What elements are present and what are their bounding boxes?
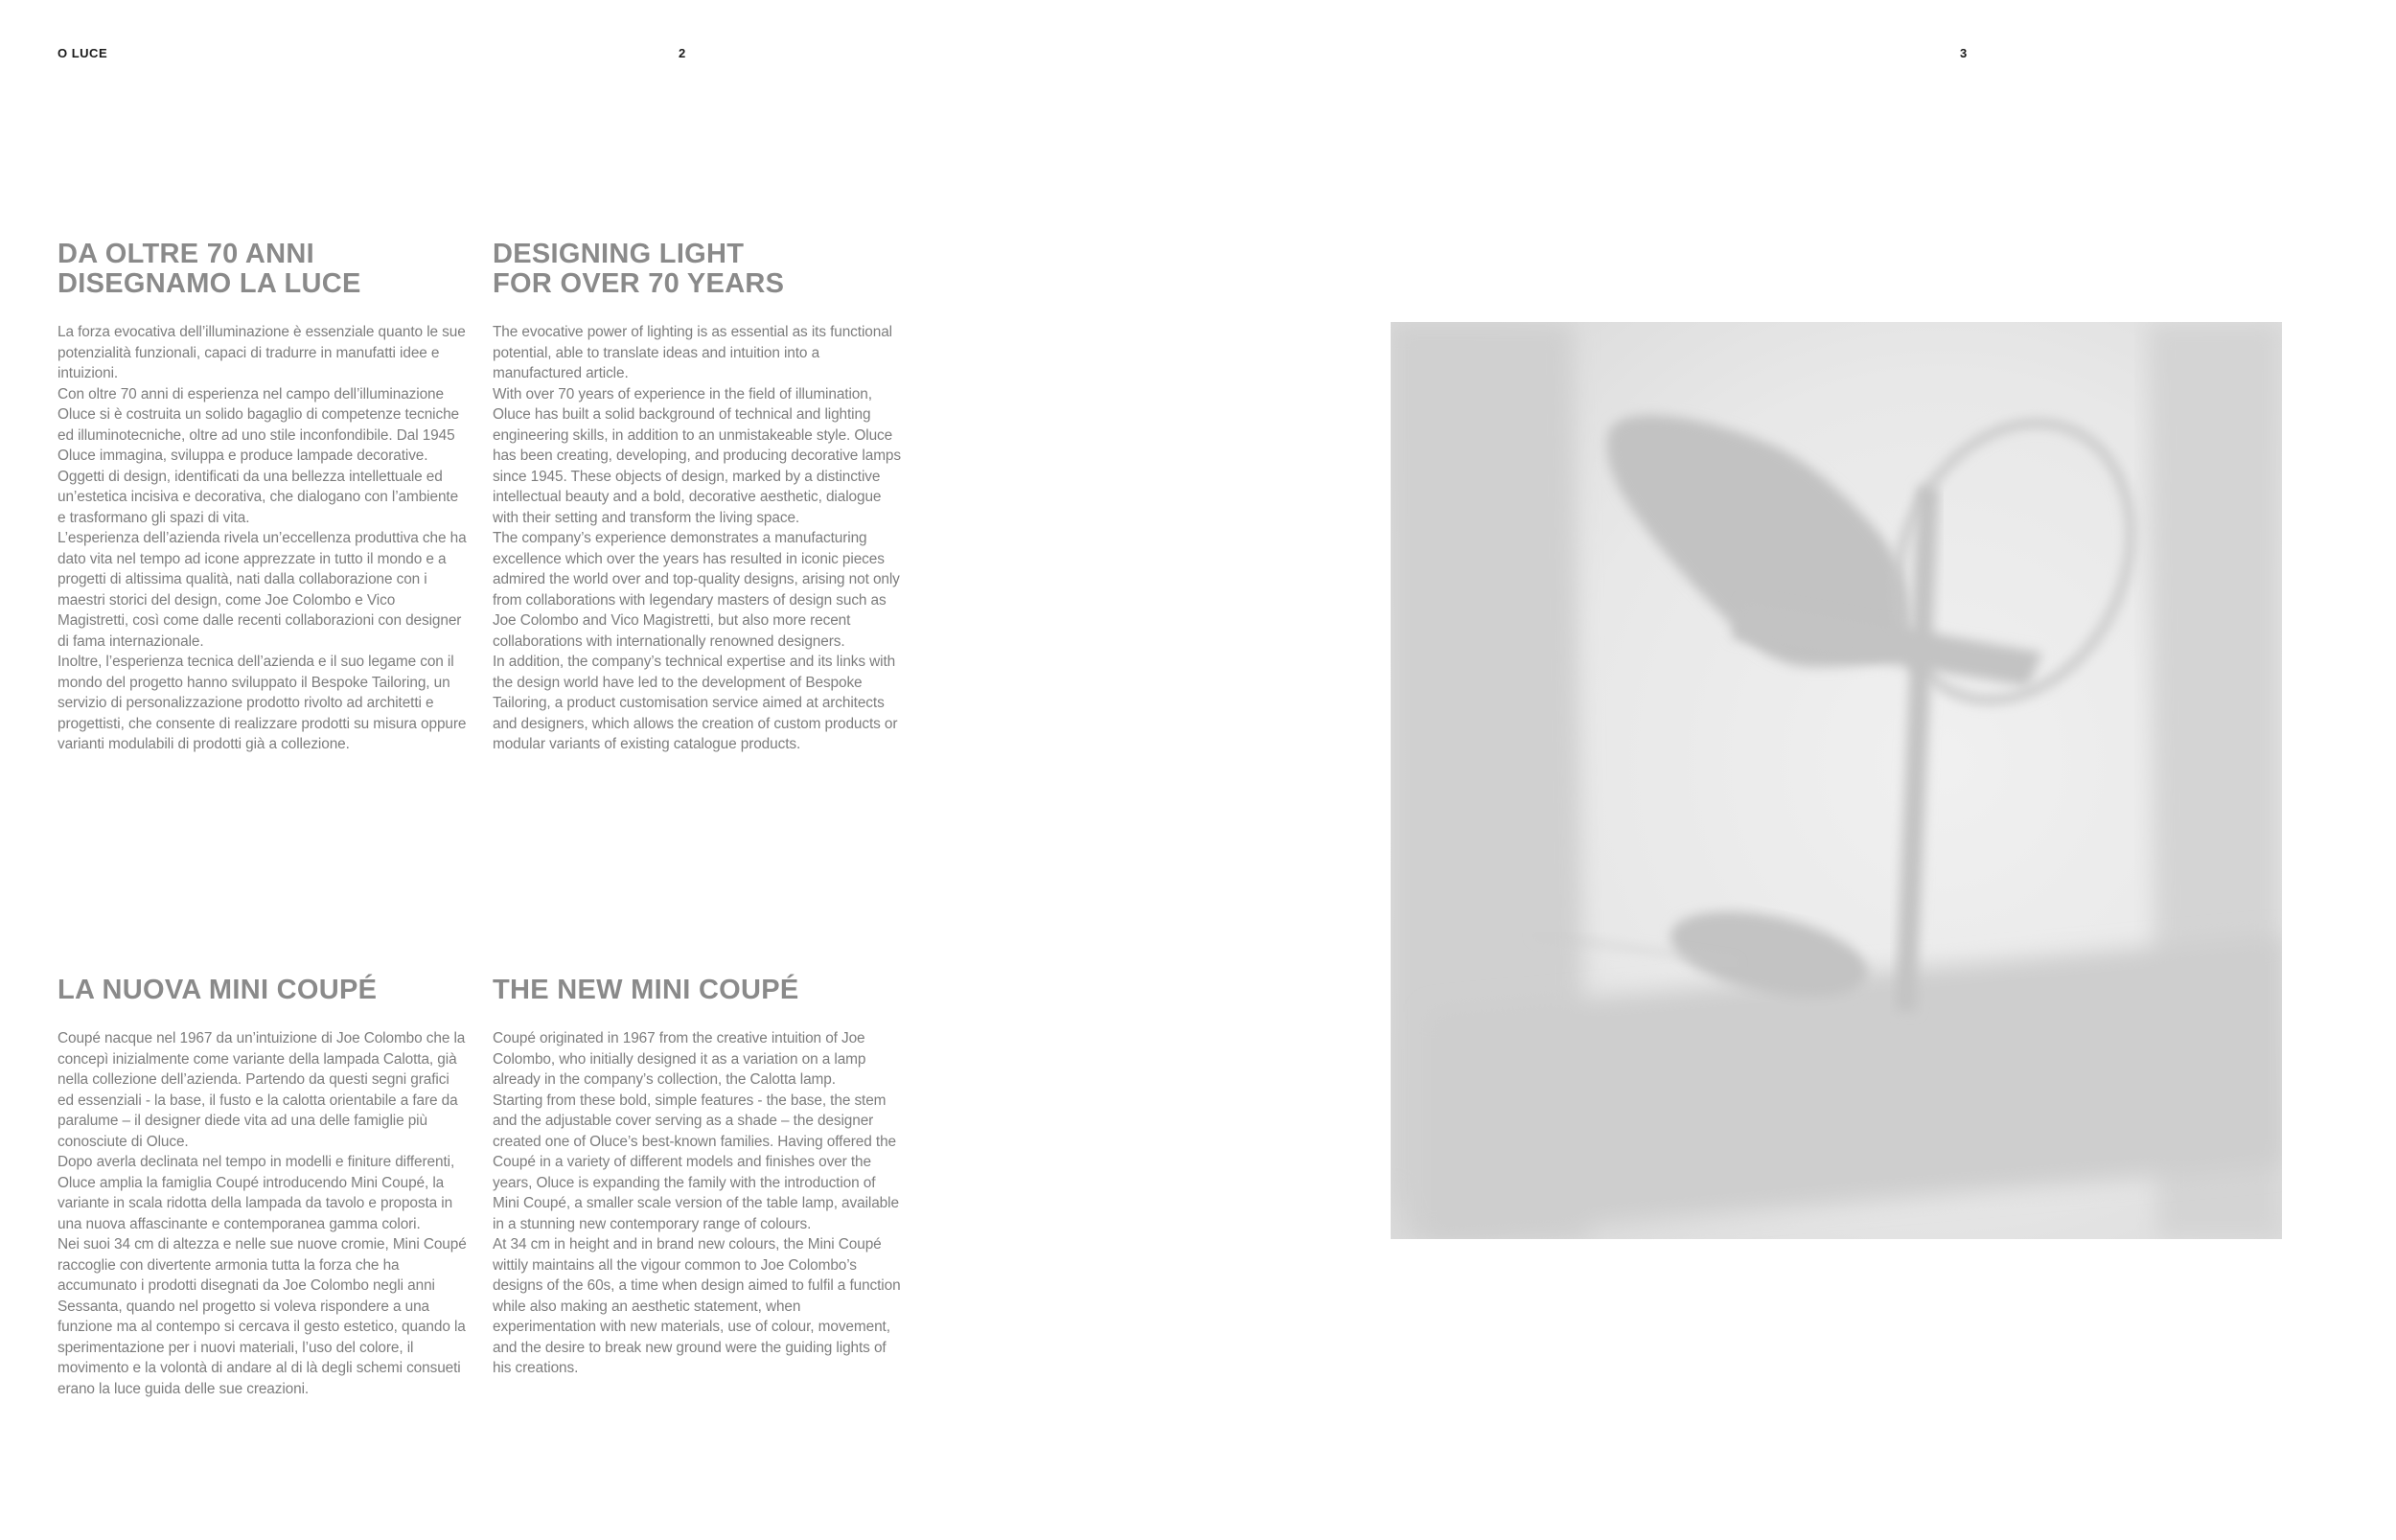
section1-heading-it [58, 240, 468, 299]
heading-line: DESIGNING LIGHT [493, 239, 745, 269]
paragraph: Dopo averla declinata nel tempo in modelli e finiture differenti, Oluce amplia la famiglia Coupé introducendo Mini Coupé, la variante in scala ridotta della lampada da tavolo e proposta in una nuova affascinante e contemporanea gamma colori. [58, 1154, 455, 1232]
heading-line: DISEGNAMO LA LUCE [58, 268, 361, 299]
heading-line: THE NEW MINI COUPÉ [493, 975, 799, 1005]
section2-body-it [58, 1028, 468, 1399]
brand-label: O LUCE [58, 46, 108, 60]
lamp-shadow-photo [1391, 322, 2282, 1239]
paragraph: La forza evocativa dell’illuminazione è essenziale quanto le sue potenzialità funzionali, capaci di tradurre in manufatti idee e intuizioni. [58, 324, 466, 381]
paragraph: Nei suoi 34 cm di altezza e nelle sue nuove cromie, Mini Coupé raccoglie con divertente armonia tutta la forza che ha accumunato i prodotti disegnati da Joe Colombo negli anni Sessanta, quando nel progetto si voleva rispondere a una funzione ma al contempo si cercava il gesto estetico, quando la sperimentazione per i nuovi materiali, l’uso del colore, il movimento e la volontà di andare al di là degli schemi consueti erano la luce guida delle sue creazioni. [58, 1236, 467, 1397]
paragraph: With over 70 years of experience in the field of illumination, Oluce has built a solid background of technical and lighting engineering skills, in addition to an unmistakeable style. Oluce has been creating, developing, and producing decorative lamps since 1945. These objects of design, marked by a distinctive intellectual beauty and a bold, decorative aesthetic, dialogue with their setting and transform the living space. [493, 385, 901, 526]
section1-body-it [58, 322, 468, 755]
heading-line: FOR OVER 70 YEARS [493, 268, 785, 299]
page-number-right: 3 [1960, 46, 1968, 60]
section2-heading-it [58, 976, 468, 1005]
heading-line: DA OLTRE 70 ANNI [58, 239, 314, 269]
paragraph: The company’s experience demonstrates a manufacturing excellence which over the years has resulted in iconic pieces admired the world over and top-quality designs, arising not only from collaborations with legendary masters of design such as Joe Colombo and Vico Magistretti, but also more recent collaborations with internationally renowned designers. [493, 530, 900, 650]
paragraph: Inoltre, l’esperienza tecnica dell’azienda e il suo legame con il mondo del progetto hanno sviluppato il Bespoke Tailoring, un servizio di personalizzazione prodotto rivolto ad architetti e progettisti, che consente di realizzare prodotti su misura oppure varianti modulabili di prodotti già a collezione. [58, 654, 467, 752]
paragraph: The evocative power of lighting is as essential as its functional potential, able to translate ideas and intuition into a manufactured article. [493, 324, 892, 381]
page-number-left: 2 [679, 46, 686, 60]
paragraph: At 34 cm in height and in brand new colours, the Mini Coupé wittily maintains all the vigour common to Joe Colombo’s designs of the 60s, a time when design aimed to fulfil a function while also making an aesthetic statement, when experimentation with new materials, use of colour, movement, and the desire to break new ground were the guiding lights of his creations. [493, 1236, 901, 1376]
lamp-shadow-image [1391, 322, 2282, 1239]
section2-body-en [493, 1028, 903, 1379]
paragraph: Coupé nacque nel 1967 da un’intuizione di Joe Colombo che la concepì inizialmente come variante della lampada Calotta, già nella collezione dell’azienda. Partendo da questi segni grafici ed essenziali - la base, il fusto e la calotta orientabile a fare da paralume – il designer diede vita ad una delle famiglie più conosciute di Oluce. [58, 1030, 466, 1150]
section1-italian [58, 240, 468, 755]
paragraph: Con oltre 70 anni di esperienza nel campo dell’illuminazione Oluce si è costruita un solido bagaglio di competenze tecniche ed illuminotecniche, oltre ad uno stile inconfondibile. Dal 1945 Oluce immagina, sviluppa e produce lampade decorative. Oggetti di design, identificati da una bellezza intellettuale ed un’estetica incisiva e decorativa, che dialogano con l’ambiente e trasformano gli spazi di vita. [58, 385, 460, 526]
section1-heading-en [493, 240, 903, 299]
section1-body-en [493, 322, 903, 755]
section1-english [493, 240, 903, 755]
heading-line: LA NUOVA MINI COUPÉ [58, 975, 378, 1005]
paragraph: L’esperienza dell’azienda rivela un’eccellenza produttiva che ha dato vita nel tempo ad icone apprezzate in tutto il mondo e a progetti di altissima qualità, nati dalla collaborazione con i maestri storici del design, come Joe Colombo e Vico Magistretti, così come dalle recenti collaborazioni con designer di fama internazionale. [58, 530, 467, 650]
paragraph: In addition, the company’s technical expertise and its links with the design world have led to the development of Bespoke Tailoring, a product customisation service aimed at architects and designers, which allows the creation of custom products or modular variants of existing catalogue products. [493, 654, 898, 752]
paragraph: Starting from these bold, simple features - the base, the stem and the adjustable cover serving as a shade – the designer created one of Oluce’s best-known families. Having offered the Coupé in a variety of different models and finishes over the years, Oluce is expanding the family with the introduction of Mini Coupé, a smaller scale version of the table lamp, available in a stunning new contemporary range of colours. [493, 1092, 899, 1232]
section2-english [493, 976, 903, 1379]
section2-italian [58, 976, 468, 1399]
section2-heading-en [493, 976, 903, 1005]
paragraph: Coupé originated in 1967 from the creative intuition of Joe Colombo, who initially designed it as a variation on a lamp already in the company’s collection, the Calotta lamp. [493, 1030, 866, 1088]
